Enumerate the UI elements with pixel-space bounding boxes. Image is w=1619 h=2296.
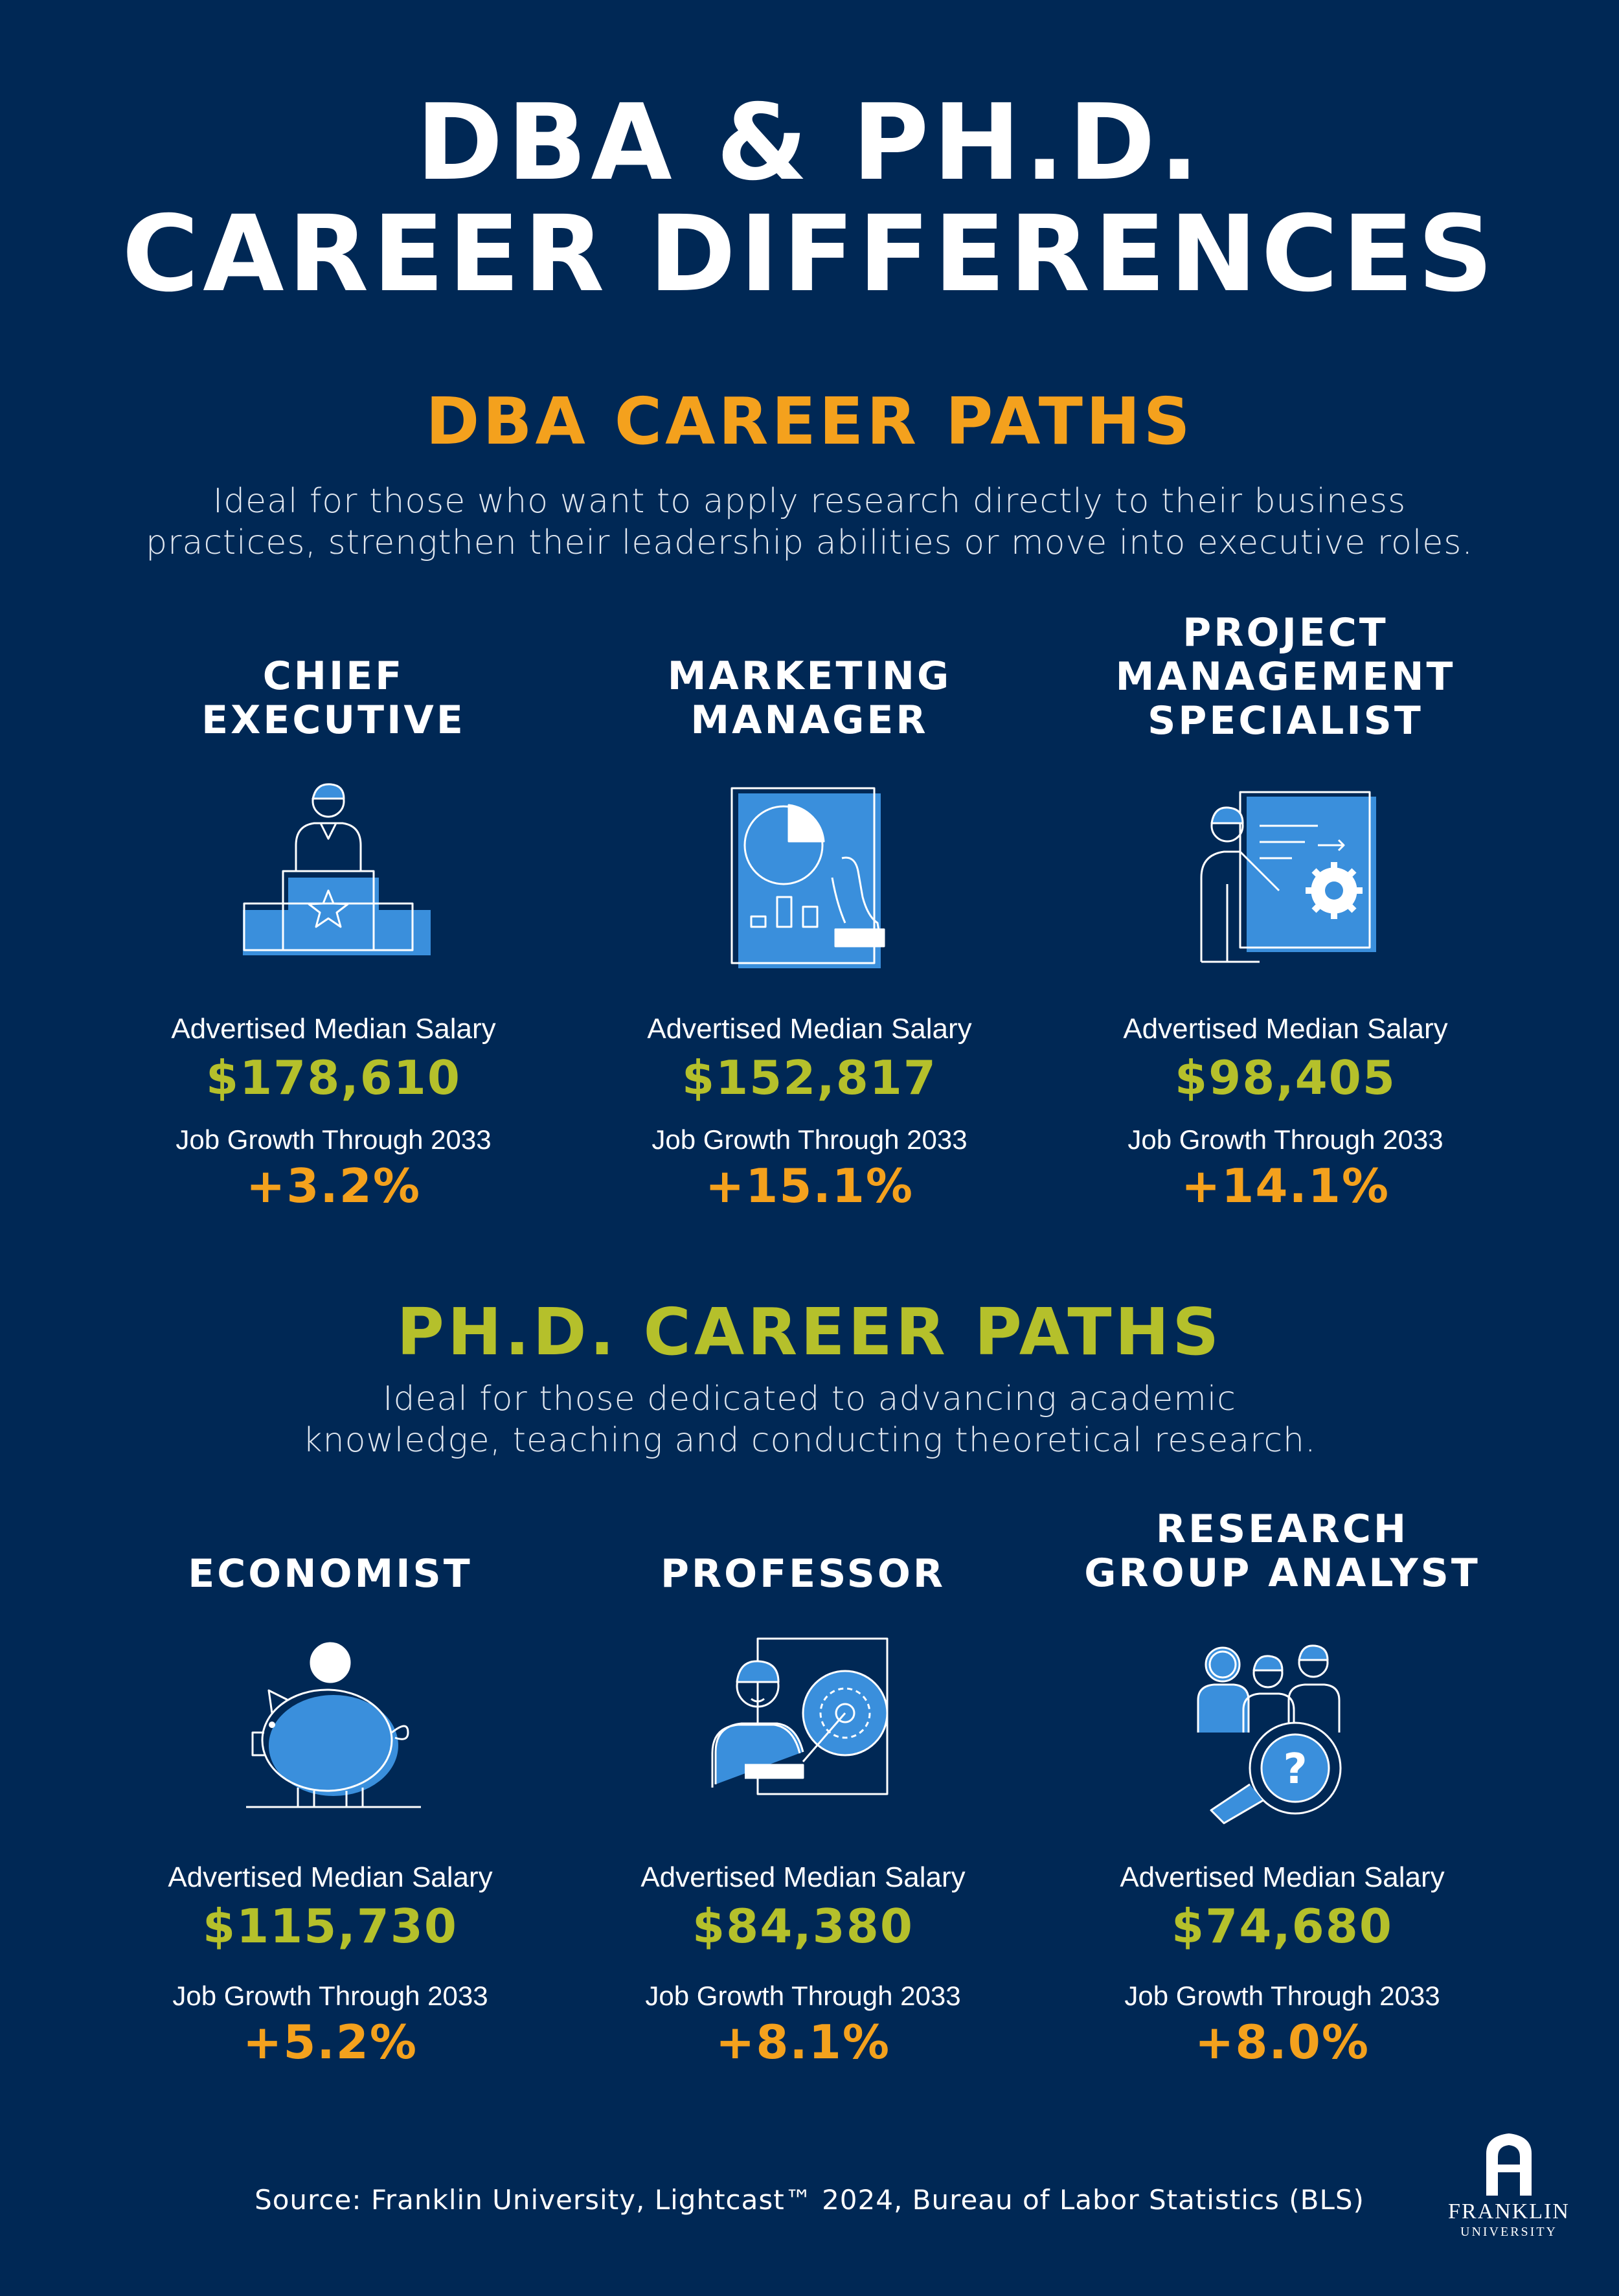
growth-label: Job Growth Through 2033 [1127, 1124, 1444, 1155]
page-title-line-2: CAREER DIFFERENCES [122, 194, 1497, 315]
salary-value: $115,730 [202, 1899, 459, 1953]
growth-value: +8.1% [715, 2015, 890, 2069]
salary-value: $84,380 [692, 1899, 914, 1953]
growth-value: +15.1% [705, 1159, 914, 1213]
growth-label: Job Growth Through 2033 [175, 1124, 492, 1155]
dba-section-description [0, 481, 1619, 563]
growth-label: Job Growth Through 2033 [645, 1981, 961, 2011]
career-title: RESEARCH GROUP ANALYST [1084, 1506, 1480, 1596]
career-title: PROFESSOR [660, 1551, 946, 1597]
phd-section-description [0, 1378, 1619, 1461]
salary-label: Advertised Median Salary [168, 1861, 493, 1893]
growth-value: +5.2% [242, 2015, 418, 2069]
salary-label: Advertised Median Salary [1123, 1013, 1448, 1045]
growth-value: +8.0% [1194, 2015, 1370, 2069]
svg-text:?: ? [1283, 1745, 1308, 1793]
growth-label: Job Growth Through 2033 [651, 1124, 968, 1155]
growth-value: +3.2% [245, 1159, 421, 1213]
growth-label: Job Growth Through 2033 [172, 1981, 488, 2011]
growth-label: Job Growth Through 2033 [1124, 1981, 1440, 2011]
franklin-arch-icon [1480, 2131, 1538, 2196]
phd-section-heading: PH.D. CAREER PATHS [396, 1294, 1223, 1370]
pie-chart-report-icon [712, 780, 907, 975]
salary-value: $74,680 [1172, 1899, 1393, 1953]
salary-label: Advertised Median Salary [1120, 1861, 1445, 1893]
podium-icon [236, 774, 431, 968]
logo-name: FRANKLIN [1448, 2199, 1570, 2223]
page-title [0, 82, 1619, 315]
career-title: MARKETING MANAGER [667, 654, 952, 743]
piggy-bank-icon [233, 1635, 427, 1830]
career-title: CHIEF EXECUTIVE [201, 654, 466, 743]
franklin-university-logo [1425, 2131, 1593, 2240]
career-title: ECONOMIST [188, 1551, 473, 1597]
group-magnifier-icon [1185, 1635, 1379, 1830]
logo-subtitle: UNIVERSITY [1460, 2225, 1557, 2239]
professor-board-icon [706, 1635, 900, 1830]
salary-value: $178,610 [205, 1051, 462, 1105]
salary-label: Advertised Median Salary [171, 1013, 496, 1045]
dba-section-heading: DBA CAREER PATHS [425, 383, 1194, 459]
growth-value: +14.1% [1181, 1159, 1390, 1213]
source-citation: Source: Franklin University, Lightcast™ 2024, Bureau of Labor Statistics (BLS) [255, 2184, 1364, 2216]
dba-description-line-1: Ideal for those who want to apply research directly to their business [212, 482, 1407, 521]
salary-value: $152,817 [681, 1051, 938, 1105]
phd-description-line-2: knowledge, teaching and conducting theoretical research. [302, 1421, 1317, 1460]
page-title-line-1: DBA & PH.D. [416, 82, 1203, 204]
salary-value: $98,405 [1175, 1051, 1396, 1105]
dba-description-line-2: practices, strengthen their leadership abilities or move into executive roles. [146, 523, 1473, 562]
career-title: PROJECT MANAGEMENT SPECIALIST [1115, 610, 1456, 744]
phd-description-line-1: Ideal for those dedicated to advancing academic [383, 1380, 1236, 1418]
presenter-gear-icon [1188, 787, 1383, 981]
salary-label: Advertised Median Salary [640, 1861, 966, 1893]
salary-label: Advertised Median Salary [647, 1013, 972, 1045]
